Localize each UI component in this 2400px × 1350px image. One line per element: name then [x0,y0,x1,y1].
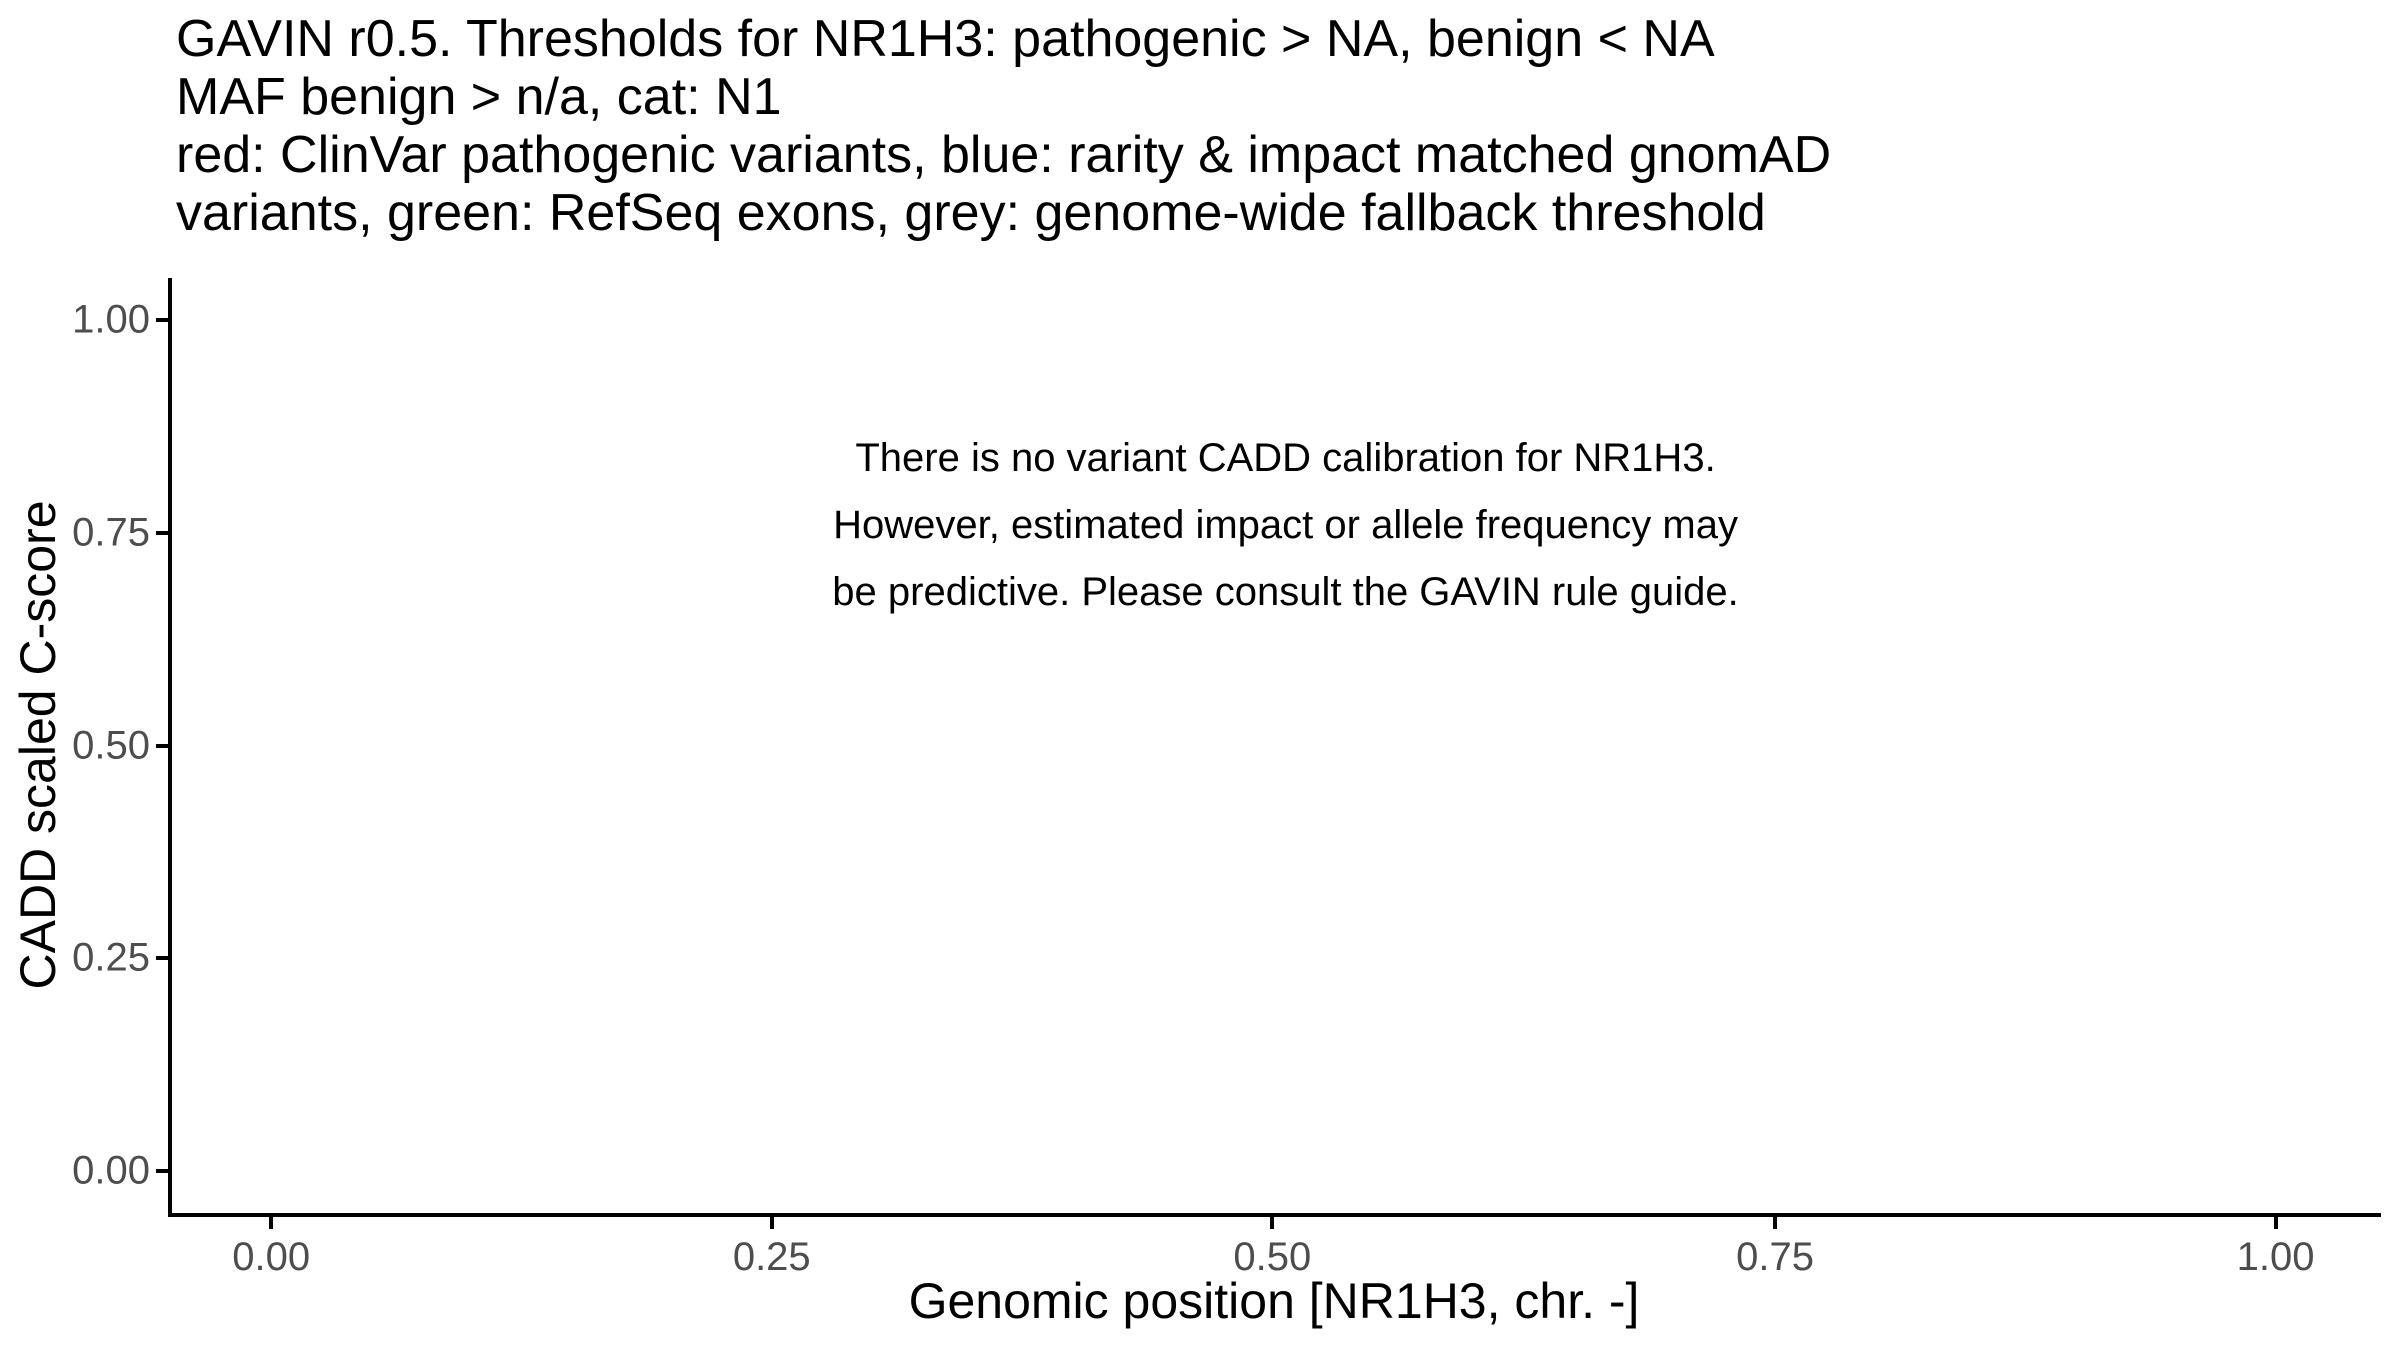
x-tick-label: 0.75 [1736,1235,1814,1279]
plot-panel [72,278,2377,1279]
x-tick-mark [2274,1217,2278,1229]
x-tick-mark [1270,1217,1274,1229]
y-tick-mark [156,318,168,322]
x-axis-title: Genomic position [NR1H3, chr. -] [908,1273,1640,1329]
y-tick-label: 0.25 [72,935,150,980]
x-tick-mark [770,1217,774,1229]
y-tick-label: 0.00 [72,1148,150,1193]
x-axis-line [168,1213,2381,1217]
y-axis-title: CADD scaled C-score [10,500,66,990]
plot-title [176,10,1831,242]
x-tick-label: 0.00 [232,1235,311,1279]
plot-title-line-1: GAVIN r0.5. Thresholds for NR1H3: pathogenic > NA, benign < NA [176,10,1715,68]
annotation-line-3: be predictive. Please consult the GAVIN rule guide. [832,570,1739,614]
y-tick-label: 1.00 [72,297,150,342]
plot-title-line-2: MAF benign > n/a, cat: N1 [176,68,782,126]
annotation-line-2: However, estimated impact or allele frequency may [833,503,1738,547]
annotation-line-1: There is no variant CADD calibration for NR1H3. [855,436,1716,480]
y-tick-mark [156,531,168,535]
y-tick-mark [156,744,168,748]
y-tick-label: 0.50 [72,723,150,767]
x-tick-mark [269,1217,273,1229]
y-tick-mark [156,956,168,960]
x-tick-label: 0.25 [732,1235,811,1279]
no-calibration-message [832,425,1738,626]
plot-title-line-3: red: ClinVar pathogenic variants, blue: rarity & impact matched gnomAD [176,126,1832,184]
x-tick-label: 1.00 [2236,1235,2315,1279]
x-tick-label: 0.50 [1233,1235,1312,1279]
plot-title-line-4: variants, green: RefSeq exons, grey: genome-wide fallback threshold [176,184,1766,242]
x-tick-mark [1773,1217,1777,1229]
y-tick-label: 0.75 [72,510,150,555]
y-tick-mark [156,1169,168,1173]
